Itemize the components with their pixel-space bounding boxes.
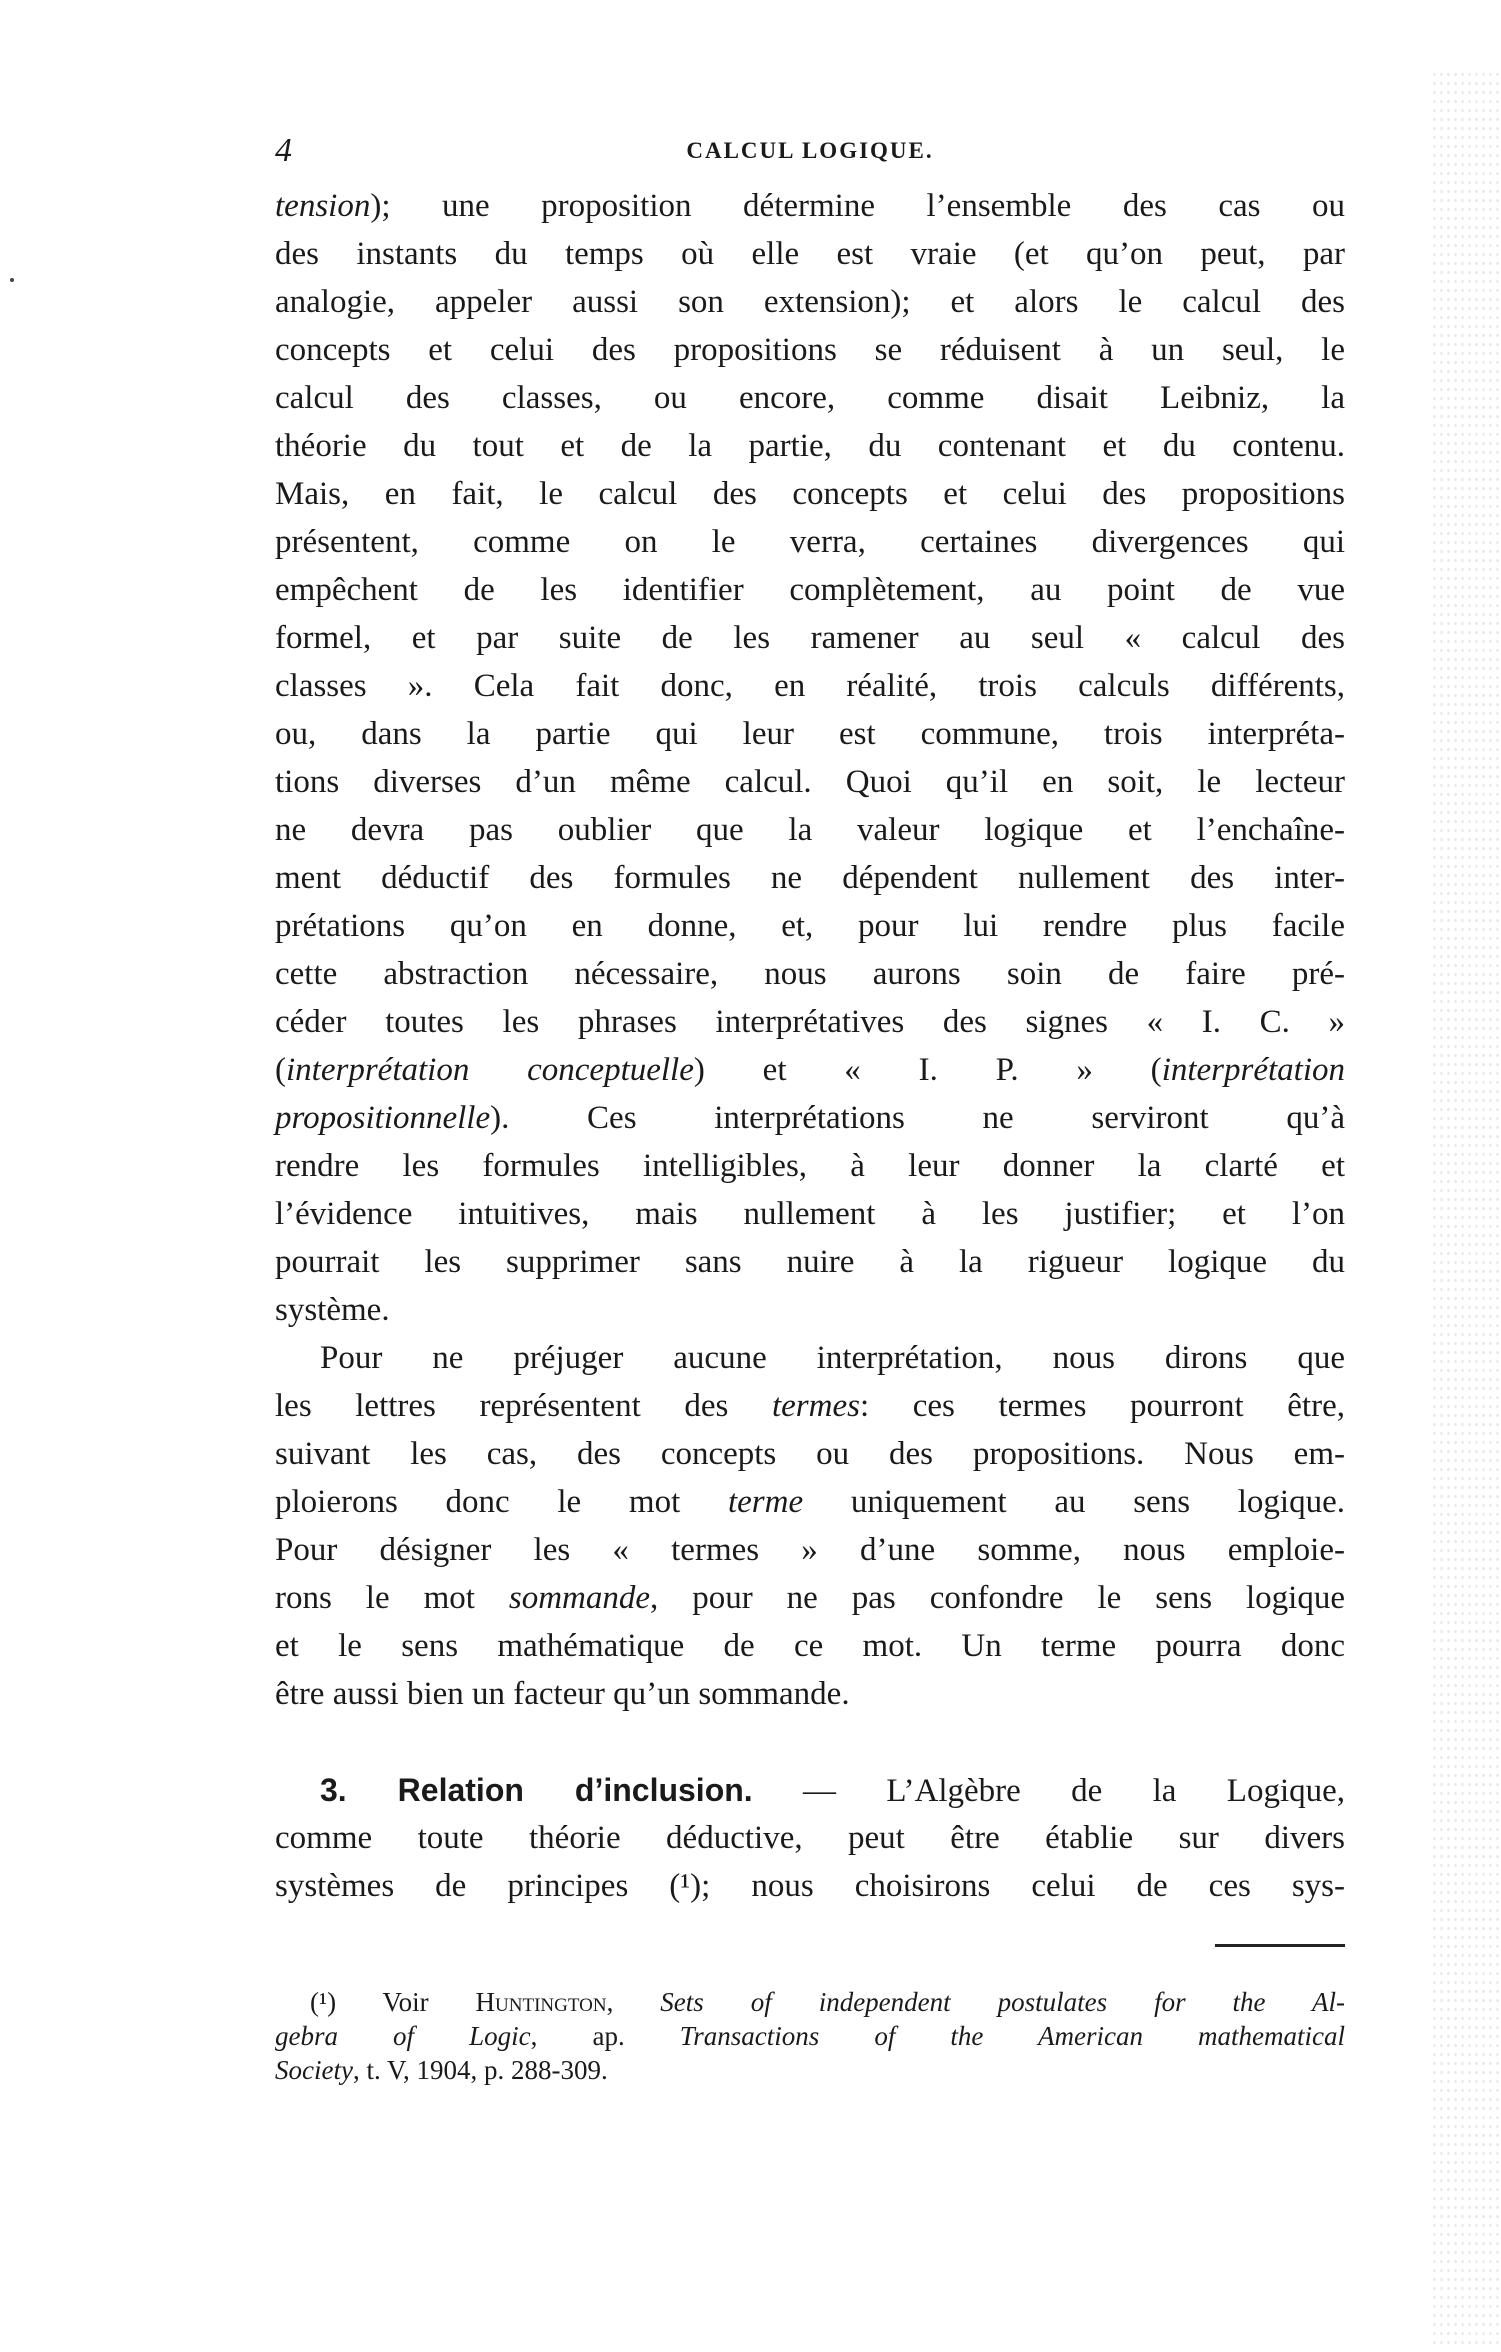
text-run: ploierons donc le mot bbox=[275, 1484, 728, 1520]
text-run: système. bbox=[275, 1292, 390, 1328]
text-line bbox=[275, 1818, 1345, 1858]
text-run: comme toute théorie déductive, peut être établie sur divers bbox=[275, 1820, 1345, 1856]
author-name: Huntington bbox=[475, 1987, 607, 2017]
text-run: être aussi bien un facteur qu’un sommande. bbox=[275, 1676, 850, 1712]
text-run: , pour ne pas confondre le sens logique bbox=[650, 1580, 1345, 1616]
text-run: ) et « I. P. » ( bbox=[693, 1052, 1162, 1088]
italic-text: gebra of Logic bbox=[275, 2021, 531, 2051]
italic-text: propositionnelle bbox=[275, 1100, 491, 1136]
text-line bbox=[275, 1386, 1345, 1426]
text-run: rons le mot bbox=[275, 1580, 509, 1616]
text-run: , ap. bbox=[530, 2021, 680, 2051]
page-header bbox=[275, 132, 1345, 172]
italic-text: tension bbox=[275, 188, 371, 224]
text-line bbox=[275, 906, 1345, 946]
text-line bbox=[275, 954, 1345, 994]
text-line bbox=[275, 1866, 1345, 1906]
text-line bbox=[275, 666, 1345, 706]
text-line bbox=[275, 474, 1345, 514]
footnote-line bbox=[275, 2053, 1345, 2087]
text-line bbox=[320, 1338, 1345, 1378]
text-line bbox=[275, 234, 1345, 274]
text-run: formel, et par suite de les ramener au seul « calcul des bbox=[275, 620, 1345, 656]
text-line bbox=[275, 330, 1345, 370]
text-run: pourrait les supprimer sans nuire à la rigueur logique du bbox=[275, 1244, 1345, 1280]
text-line bbox=[275, 714, 1345, 754]
text-line bbox=[275, 1578, 1345, 1618]
text-line bbox=[275, 1050, 1345, 1090]
text-run: ou, dans la partie qui leur est commune, trois interpréta- bbox=[275, 716, 1345, 752]
text-run: prétations qu’on en donne, et, pour lui rendre plus facile bbox=[275, 908, 1345, 944]
text-run: ( bbox=[275, 1052, 286, 1088]
italic-text: interprétation bbox=[1161, 1052, 1346, 1088]
running-title: CALCUL LOGIQUE. bbox=[686, 138, 934, 163]
text-run: ). Ces interprétations ne serviront qu’à bbox=[490, 1100, 1345, 1136]
italic-text: Sets of independent postulates for the Al- bbox=[660, 1987, 1345, 2017]
text-line bbox=[275, 1530, 1345, 1570]
text-line bbox=[275, 1194, 1345, 1234]
text-line bbox=[275, 1290, 1345, 1330]
text-run: — L’Algèbre de la Logique, bbox=[752, 1773, 1346, 1809]
text-line bbox=[275, 618, 1345, 658]
text-run: analogie, appeler aussi son extension); et alors le calcul des bbox=[275, 284, 1345, 320]
text-run: Mais, en fait, le calcul des concepts et celui des propositions bbox=[275, 476, 1345, 512]
footnote-line bbox=[275, 2019, 1345, 2053]
text-line bbox=[275, 1626, 1345, 1666]
text-run: , bbox=[606, 1987, 661, 2017]
scan-noise bbox=[1431, 70, 1501, 2350]
text-line bbox=[275, 1002, 1345, 1042]
text-run: : ces termes pourront être, bbox=[859, 1388, 1345, 1424]
text-run: présentent, comme on le verra, certaines divergences qui bbox=[275, 524, 1345, 560]
text-line bbox=[275, 378, 1345, 418]
text-run: classes ». Cela fait donc, en réalité, trois calculs différents, bbox=[275, 668, 1345, 704]
text-line bbox=[275, 1146, 1345, 1186]
text-run: (¹) Voir bbox=[310, 1987, 476, 2017]
italic-text: Society bbox=[275, 2055, 353, 2085]
italic-text: sommande bbox=[508, 1580, 651, 1616]
italic-text: terme bbox=[727, 1484, 804, 1520]
text-run: l’évidence intuitives, mais nullement à les justifier; et l’on bbox=[275, 1196, 1345, 1232]
italic-text: interprétation conceptuelle bbox=[286, 1052, 694, 1088]
footnote-rule bbox=[1215, 1944, 1345, 1947]
page-number: 4 bbox=[275, 132, 292, 169]
text-line bbox=[275, 1434, 1345, 1474]
text-run: empêchent de les identifier complètement, au point de vue bbox=[275, 572, 1345, 608]
text-line bbox=[275, 810, 1345, 850]
text-run: ne devra pas oublier que la valeur logique et l’enchaîne- bbox=[275, 812, 1345, 848]
text-run: et le sens mathématique de ce mot. Un terme pourra donc bbox=[275, 1628, 1345, 1664]
text-run: cette abstraction nécessaire, nous aurons soin de faire pré- bbox=[275, 956, 1345, 992]
text-run: calcul des classes, ou encore, comme disait Leibniz, la bbox=[275, 380, 1345, 416]
text-line bbox=[275, 522, 1345, 562]
italic-text: Transactions of the American mathematical bbox=[679, 2021, 1346, 2051]
text-run: les lettres représentent des bbox=[275, 1388, 772, 1424]
italic-text: termes bbox=[771, 1388, 860, 1424]
text-run: théorie du tout et de la partie, du contenant et du contenu. bbox=[275, 428, 1345, 464]
scan-speck bbox=[10, 278, 14, 282]
text-line bbox=[275, 1674, 1345, 1714]
text-line bbox=[275, 762, 1345, 802]
section-heading: 3. Relation d’inclusion. bbox=[320, 1772, 753, 1808]
text-run: , t. V, 1904, p. 288-309. bbox=[352, 2055, 608, 2085]
text-run: ); une proposition détermine l’ensemble des cas ou bbox=[370, 188, 1345, 224]
text-run: Pour ne préjuger aucune interprétation, nous dirons que bbox=[320, 1340, 1345, 1376]
text-line bbox=[275, 1482, 1345, 1522]
text-line bbox=[275, 858, 1345, 898]
text-line bbox=[275, 570, 1345, 610]
text-run: des instants du temps où elle est vraie (et qu’on peut, par bbox=[275, 236, 1345, 272]
text-run: tions diverses d’un même calcul. Quoi qu’il en soit, le lecteur bbox=[275, 764, 1345, 800]
text-line bbox=[275, 282, 1345, 322]
text-run: systèmes de principes (¹); nous choisirons celui de ces sys- bbox=[275, 1868, 1345, 1904]
footnote-line bbox=[310, 1985, 1345, 2019]
text-run: Pour désigner les « termes » d’une somme, nous emploie- bbox=[275, 1532, 1345, 1568]
text-run: uniquement au sens logique. bbox=[803, 1484, 1345, 1520]
text-line bbox=[275, 426, 1345, 466]
text-run: suivant les cas, des concepts ou des propositions. Nous em- bbox=[275, 1436, 1345, 1472]
text-line bbox=[275, 1242, 1345, 1282]
text-line bbox=[275, 1098, 1345, 1138]
text-run: céder toutes les phrases interprétatives des signes « I. C. » bbox=[275, 1004, 1345, 1040]
text-run: ment déductif des formules ne dépendent nullement des inter- bbox=[275, 860, 1345, 896]
text-line bbox=[320, 1770, 1345, 1811]
text-line bbox=[275, 186, 1345, 226]
text-run: concepts et celui des propositions se réduisent à un seul, le bbox=[275, 332, 1345, 368]
text-run: rendre les formules intelligibles, à leur donner la clarté et bbox=[275, 1148, 1345, 1184]
